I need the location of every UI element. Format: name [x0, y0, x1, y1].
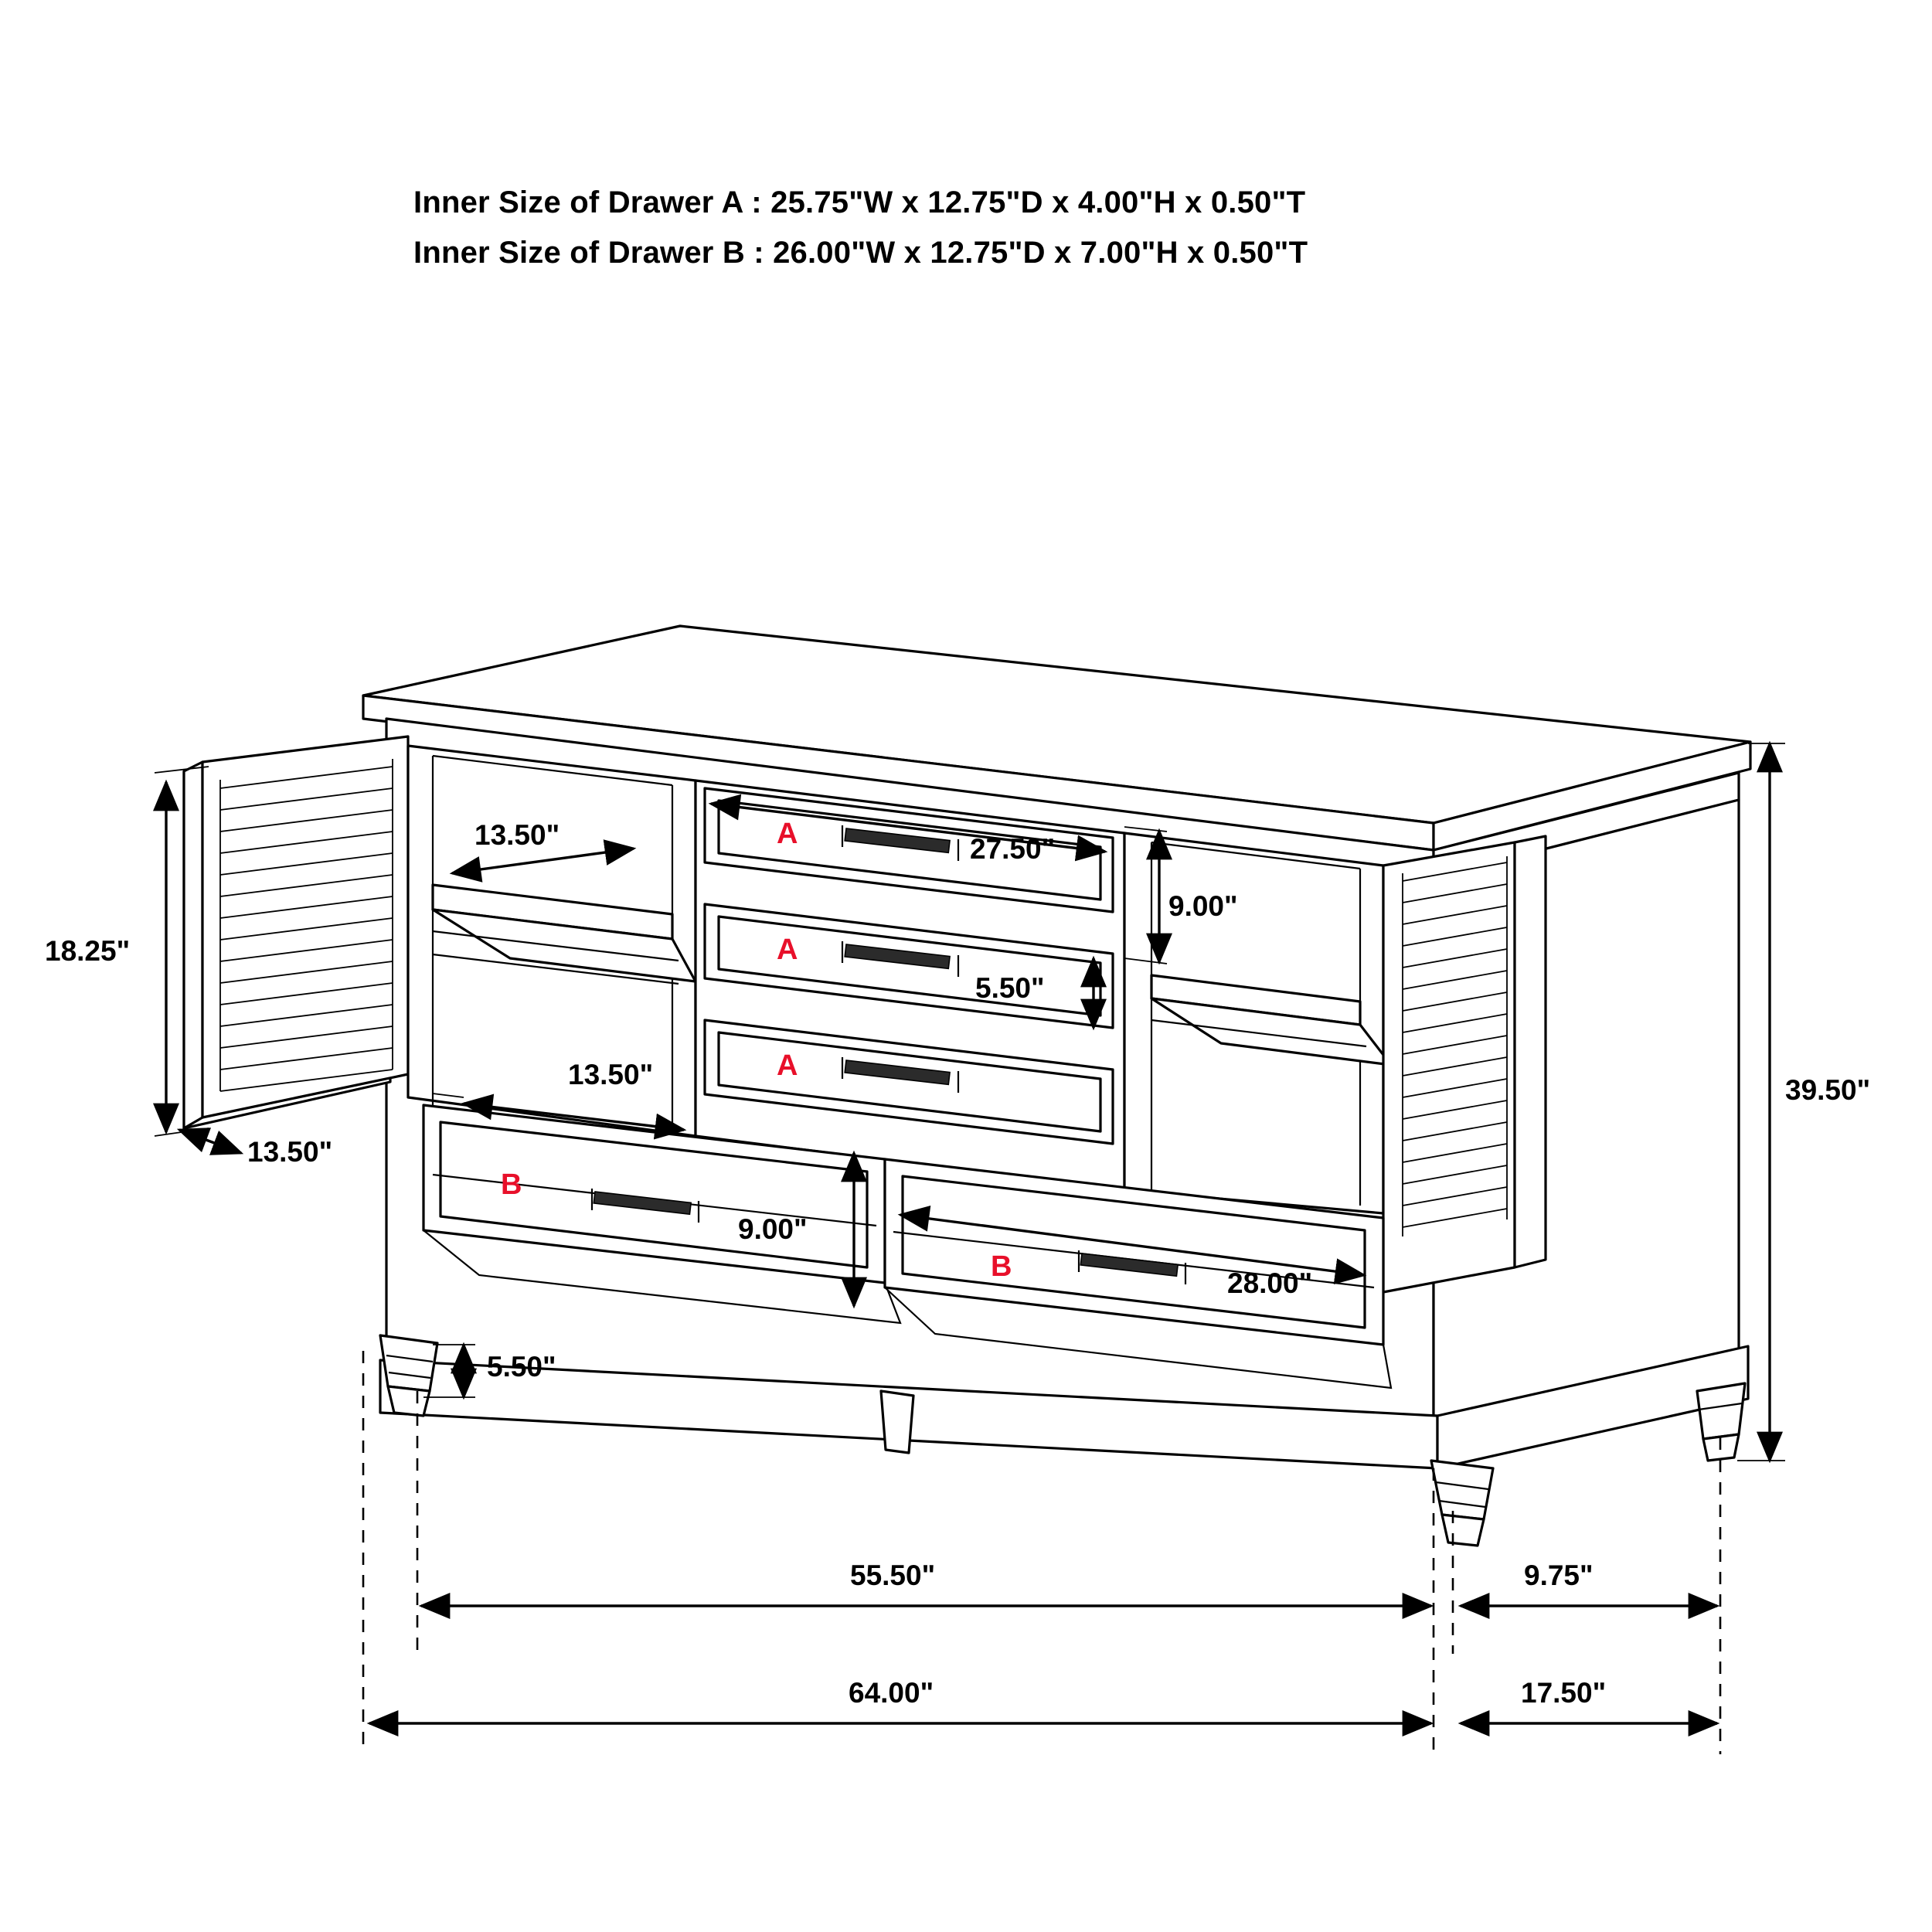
dim-front-width: 55.50" — [850, 1560, 936, 1591]
dim-shelf-depth-bottom: 13.50" — [568, 1059, 654, 1090]
dim-total-height: 39.50" — [1785, 1074, 1871, 1106]
drawer-a-spec-text: Inner Size of Drawer A : 25.75"W x 12.75"D x 4.00"H x 0.50"T — [413, 185, 1306, 219]
dim-side-depth: 9.75" — [1524, 1560, 1594, 1591]
drawer-label-a2: A — [777, 934, 798, 966]
dim-drawer-a-stack-height: 9.00" — [1168, 890, 1238, 922]
dim-drawer-b-width: 28.00" — [1227, 1267, 1313, 1299]
drawer-label-b2: B — [991, 1250, 1012, 1283]
dim-drawer-b-height: 9.00" — [738, 1213, 808, 1245]
dim-drawer-a-height: 5.50" — [975, 972, 1045, 1004]
dim-left-door-depth: 13.50" — [247, 1136, 333, 1168]
drawer-label-a3: A — [777, 1049, 798, 1082]
dim-total-depth: 17.50" — [1521, 1677, 1607, 1709]
dim-left-door-height: 18.25" — [45, 935, 131, 967]
drawer-b-spec-text: Inner Size of Drawer B : 26.00"W x 12.75"D x 7.00"H x 0.50"T — [413, 236, 1308, 270]
drawer-label-a1: A — [777, 818, 798, 850]
dim-shelf-depth-top: 13.50" — [474, 819, 560, 851]
dim-total-width: 64.00" — [849, 1677, 934, 1709]
drawer-label-b1: B — [501, 1168, 522, 1201]
dim-leg-height: 5.50" — [487, 1351, 556, 1383]
dim-drawer-a-width: 27.50" — [970, 833, 1056, 865]
